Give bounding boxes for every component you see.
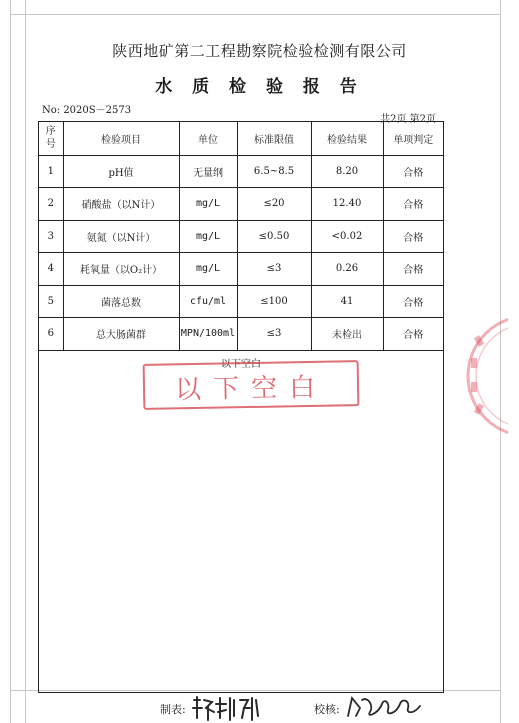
row-item: 耗氧量（以O₂计） [63, 253, 179, 286]
row-limit: 6.5~8.5 [237, 155, 311, 188]
row-item: 硝酸盐（以N计） [63, 188, 179, 221]
row-unit: mg/L [179, 220, 237, 253]
table-row [39, 318, 443, 351]
blank-below-note: 以下空白 [221, 359, 261, 370]
row-item: 总大肠菌群 [63, 318, 179, 351]
document-number: No: 2020S－2573 [42, 105, 132, 116]
row-item: 菌落总数 [63, 285, 179, 318]
checker-signature [344, 694, 424, 720]
row-seq: 6 [39, 318, 63, 351]
row-unit: mg/L [179, 188, 237, 221]
blank-below-stamp [143, 360, 360, 410]
page-info: 共2页 第2页 [380, 114, 436, 125]
row-limit: ≤20 [237, 188, 311, 221]
header-unit: 单位 [179, 122, 237, 155]
row-result: 0.26 [311, 253, 383, 286]
header-judgement: 单项判定 [383, 122, 443, 155]
row-seq: 3 [39, 220, 63, 253]
organization-name: 陕西地矿第二工程勘察院检验检测有限公司 [112, 42, 407, 60]
checker-label: 校核: [314, 703, 340, 716]
row-unit: MPN/100ml [179, 318, 237, 351]
table-row [39, 155, 443, 188]
table-row [39, 220, 443, 253]
row-judgement: 合格 [383, 318, 443, 351]
row-result: 8.20 [311, 155, 383, 188]
table-row [39, 285, 443, 318]
row-result: 41 [311, 285, 383, 318]
stamp-text: 以下空白 [174, 372, 328, 406]
header-item: 检验项目 [63, 122, 179, 155]
header-seq [39, 122, 63, 155]
row-judgement: 合格 [383, 155, 443, 188]
header-seq-bottom: 号 [45, 139, 56, 151]
top-margin-line [10, 14, 500, 15]
table-header-row [39, 122, 443, 155]
table-row [39, 253, 443, 286]
row-limit: ≤3 [237, 318, 311, 351]
left-margin-line [10, 0, 11, 723]
row-item: pH值 [63, 155, 179, 188]
maker-signature [190, 694, 268, 722]
header-result: 检验结果 [311, 122, 383, 155]
maker-label: 制表: [160, 703, 186, 716]
row-judgement: 合格 [383, 220, 443, 253]
report-title: 水 质 检 验 报 告 [155, 77, 364, 97]
row-unit: 无量纲 [179, 155, 237, 188]
row-seq: 2 [39, 188, 63, 221]
row-limit: ≤3 [237, 253, 311, 286]
seal-edge-icon [458, 296, 508, 456]
row-item: 氨氮（以N计） [63, 220, 179, 253]
row-seq: 5 [39, 285, 63, 318]
row-judgement: 合格 [383, 285, 443, 318]
row-limit: ≤0.50 [237, 220, 311, 253]
row-judgement: 合格 [383, 188, 443, 221]
row-unit: cfu/ml [179, 285, 237, 318]
table-row [39, 188, 443, 221]
left-inner-margin-line [25, 0, 26, 723]
row-seq: 4 [39, 253, 63, 286]
header-limit: 标准限值 [237, 122, 311, 155]
row-seq: 1 [39, 155, 63, 188]
header-seq-top: 序 [45, 126, 56, 138]
results-table [39, 122, 443, 351]
row-result: <0.02 [311, 220, 383, 253]
row-result: 12.40 [311, 188, 383, 221]
row-unit: mg/L [179, 253, 237, 286]
row-judgement: 合格 [383, 253, 443, 286]
row-result: 未检出 [311, 318, 383, 351]
row-limit: ≤100 [237, 285, 311, 318]
results-sheet [38, 121, 444, 693]
